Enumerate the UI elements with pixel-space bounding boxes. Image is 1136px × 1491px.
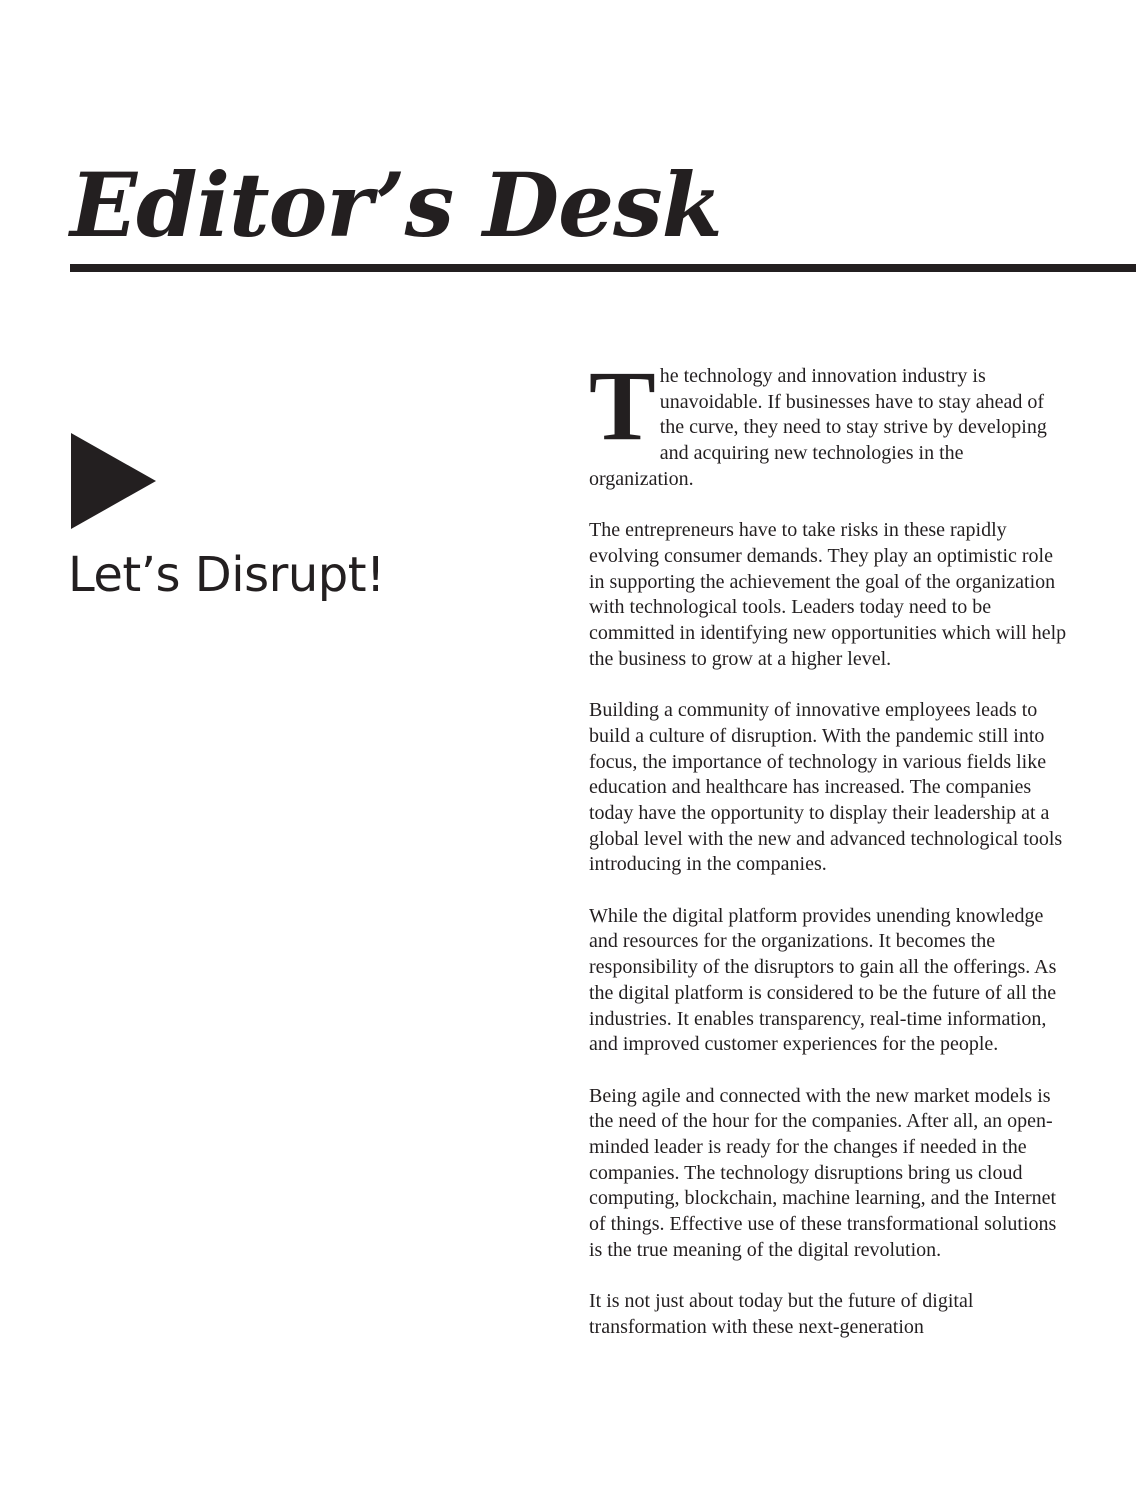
page-title: Editor’s Desk bbox=[70, 153, 722, 257]
article-paragraph-1-text: he technology and innovation industry is unavoidable. If businesses have to stay ahead of the curve, they need to stay strive by developing and acquiring new technologies in the organization. bbox=[589, 365, 1047, 490]
drop-cap: T bbox=[589, 350, 656, 461]
play-triangle-icon bbox=[71, 433, 156, 529]
article-paragraph-5: Being agile and connected with the new market models is the need of the hour for the companies. After all, an open-minded leader is ready for the changes if needed in the companies. The technology disruptions bring us cloud computing, blockchain, machine learning, and the Internet of things. Effective use of these transformational solutions is the true meaning of the digital revolution. bbox=[589, 1084, 1057, 1261]
article-paragraph-3: Building a community of innovative employees leads to build a culture of disruption. With the pandemic still into focus, the importance of technology in various fields like education and healthcare has increased. The companies today have the opportunity to display their leadership at a global level with the new and advanced technological tools introducing in the companies. bbox=[589, 699, 1063, 876]
article-paragraph-1 bbox=[589, 350, 1067, 493]
article-paragraph-4: While the digital platform provides unending knowledge and resources for the organizations. It becomes the responsibility of the disruptors to gain all the offerings. As the digital platform is considered to be the future of all the industries. It enables transparency, real-time information, and improved customer experiences for the people. bbox=[589, 904, 1057, 1056]
title-divider bbox=[70, 264, 1136, 272]
article-paragraph-2: The entrepreneurs have to take risks in these rapidly evolving consumer demands. They play an optimistic role in supporting the achievement the goal of the organization with technological tools. Leaders today need to be committed in identifying new opportunities which will help the business to grow at a higher level. bbox=[589, 519, 1067, 670]
article-paragraph-6: It is not just about today but the future of digital transformation with these next-generation bbox=[589, 1290, 974, 1338]
article-body bbox=[589, 350, 1067, 1341]
section-subtitle: Let’s Disrupt! bbox=[68, 547, 385, 603]
